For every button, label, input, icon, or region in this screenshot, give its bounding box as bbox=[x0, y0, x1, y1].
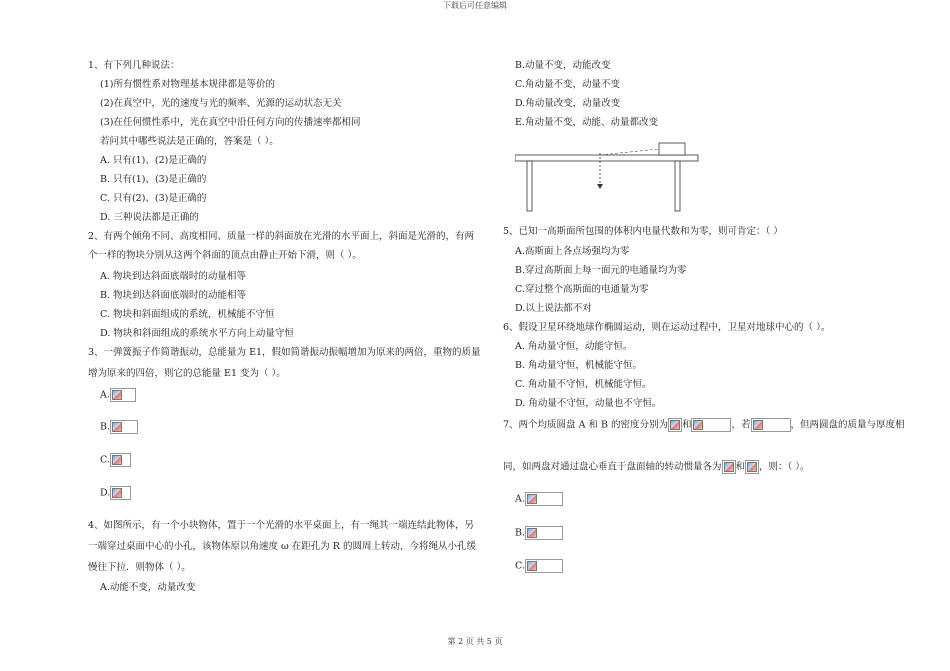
q4-option-e: E.角动量不变，动能、动量都改变 bbox=[515, 117, 658, 128]
q4-option-c: C.角动量不变，动量不变 bbox=[515, 79, 620, 90]
block-object bbox=[659, 143, 685, 155]
table-leg-right bbox=[675, 161, 680, 211]
formula-image-icon bbox=[525, 526, 563, 540]
q2-option-c: C. 物块和斜面组成的系统，机械能不守恒 bbox=[100, 309, 275, 320]
q3-line-2: 增为原来的四倍，则它的总能量 E1 变为（ ）。 bbox=[88, 368, 286, 379]
q6-option-a: A. 角动量守恒，动能守恒。 bbox=[515, 341, 633, 352]
q5-option-c: C.穿过整个高斯面的电通量为零 bbox=[515, 284, 649, 295]
formula-image-icon bbox=[751, 418, 791, 432]
page-header: 下载后可任意编辑 bbox=[443, 1, 507, 10]
formula-image-icon bbox=[722, 460, 736, 474]
q1-stem: 1、有下列几种说法： bbox=[88, 60, 180, 71]
q7-option-b bbox=[515, 526, 563, 540]
formula-image-icon bbox=[525, 559, 563, 573]
q6-option-b: B. 角动量守恒，机械能守恒。 bbox=[515, 360, 643, 371]
q2-line-2: 个一样的物块分别从这两个斜面的顶点由静止开始下滑，则（ ）。 bbox=[88, 250, 362, 261]
q1-question: 若问其中哪些说法是正确的，答案是（ ）。 bbox=[100, 136, 279, 147]
q5-option-d: D.以上说法都不对 bbox=[515, 303, 592, 314]
q7-text-5: 同，如两盘对通过盘心垂直于盘面轴的转动惯量各为 bbox=[503, 461, 722, 473]
q2-option-b: B. 物块到达斜面底端时的动能相等 bbox=[100, 290, 247, 301]
q3-option-b bbox=[100, 420, 138, 434]
q7-text-6: 和 bbox=[735, 461, 746, 473]
q3-option-a-label: A. bbox=[100, 389, 110, 401]
q7-option-b-label: B. bbox=[515, 527, 526, 539]
q6-option-d: D. 角动量不守恒，动量也不守恒。 bbox=[515, 398, 662, 409]
q5-option-a: A.高斯面上各点场强均为零 bbox=[515, 246, 630, 257]
q1-statement-2: (2)在真空中，光的速度与光的频率、光源的运动状态无关 bbox=[100, 98, 342, 109]
q7-text-2: 和 bbox=[681, 419, 692, 431]
formula-image-icon bbox=[110, 388, 136, 402]
q7-option-a bbox=[515, 492, 563, 506]
q6-stem: 6、假设卫星环绕地球作椭圆运动，则在运动过程中，卫星对地球中心的（ ）。 bbox=[503, 322, 831, 333]
formula-image-icon bbox=[745, 460, 759, 474]
formula-image-icon bbox=[525, 492, 563, 506]
q1-statement-3: (3)在任何惯性系中，光在真空中沿任何方向的传播速率都相同 bbox=[100, 117, 361, 128]
q7-option-c bbox=[515, 559, 563, 573]
formula-image-icon bbox=[110, 486, 131, 500]
q4-line-1: 4、如图所示，有一个小块物体，置于一个光滑的水平桌面上，有一绳其一端连结此物体，另 bbox=[88, 520, 475, 531]
q1-option-c: C. 只有(2)、(3)是正确的 bbox=[100, 193, 207, 204]
q3-option-d-label: D. bbox=[100, 487, 111, 499]
q3-option-c-label: C. bbox=[100, 454, 110, 466]
q7-option-a-label: A. bbox=[515, 493, 525, 505]
q7-text-1: 7、两个均质圆盘 A 和 B 的密度分别为 bbox=[503, 419, 668, 431]
q3-option-d bbox=[100, 486, 131, 500]
q1-option-a: A. 只有(1)、(2)是正确的 bbox=[100, 155, 207, 166]
formula-image-icon bbox=[110, 453, 131, 467]
table-leg-left bbox=[527, 161, 532, 211]
q1-statement-1: (1)所有惯性系对物理基本规律都是等价的 bbox=[100, 79, 275, 90]
q4-line-2: 一端穿过桌面中心的小孔，该物体原以角速度 ω 在距孔为 R 的圆周上转动，今将绳从小孔缓 bbox=[88, 541, 476, 552]
formula-image-icon bbox=[110, 420, 138, 434]
rope-on-table bbox=[600, 149, 659, 155]
q4-option-b: B.动量不变，动能改变 bbox=[515, 60, 611, 71]
q4-option-d: D.角动量改变，动量改变 bbox=[515, 98, 621, 109]
q7-text-4: ，但两圆盘的质量与厚度相 bbox=[790, 419, 905, 431]
q3-option-b-label: B. bbox=[100, 421, 111, 433]
table-top bbox=[515, 155, 698, 161]
q2-option-a: A. 物块到达斜面底端时的动量相等 bbox=[100, 271, 246, 282]
formula-image-icon bbox=[668, 418, 682, 432]
q3-option-c bbox=[100, 453, 131, 467]
q1-option-b: B. 只有(1)、(3)是正确的 bbox=[100, 174, 207, 185]
q5-stem: 5、已知一高斯面所包围的体积内电量代数和为零，则可肯定：（ ） bbox=[503, 226, 783, 237]
formula-image-icon bbox=[691, 418, 731, 432]
q7-text-7: ，则：（ ）。 bbox=[759, 461, 810, 473]
q6-option-c: C. 角动量不守恒，机械能守恒。 bbox=[515, 379, 652, 390]
arrow-down-icon bbox=[597, 184, 603, 189]
page-footer: 第 2 页 共 5 页 bbox=[447, 637, 503, 646]
q1-option-d: D. 三种说法都是正确的 bbox=[100, 212, 199, 223]
q7-option-c-label: C. bbox=[515, 560, 525, 572]
q7-text-3: ，若 bbox=[731, 419, 751, 431]
q3-option-a bbox=[100, 388, 136, 402]
q2-line-1: 2、有两个倾角不同、高度相同、质量一样的斜面放在光滑的水平面上，斜面是光滑的，有两 bbox=[88, 231, 475, 242]
table-pulley-diagram bbox=[515, 138, 700, 214]
q7-line-1 bbox=[503, 418, 905, 432]
q4-option-a: A.动能不变，动量改变 bbox=[100, 582, 196, 593]
q4-line-3: 慢往下拉．则物体（ ）。 bbox=[88, 562, 191, 573]
q2-option-d: D. 物块和斜面组成的系统水平方向上动量守恒 bbox=[100, 328, 294, 339]
q7-line-2 bbox=[503, 460, 810, 474]
q3-line-1: 3、一弹簧振子作简谐振动，总能量为 E1，假如简谐振动振幅增加为原来的两倍，重物的质量 bbox=[88, 347, 481, 358]
q5-option-b: B.穿过高斯面上每一面元的电通量均为零 bbox=[515, 265, 687, 276]
